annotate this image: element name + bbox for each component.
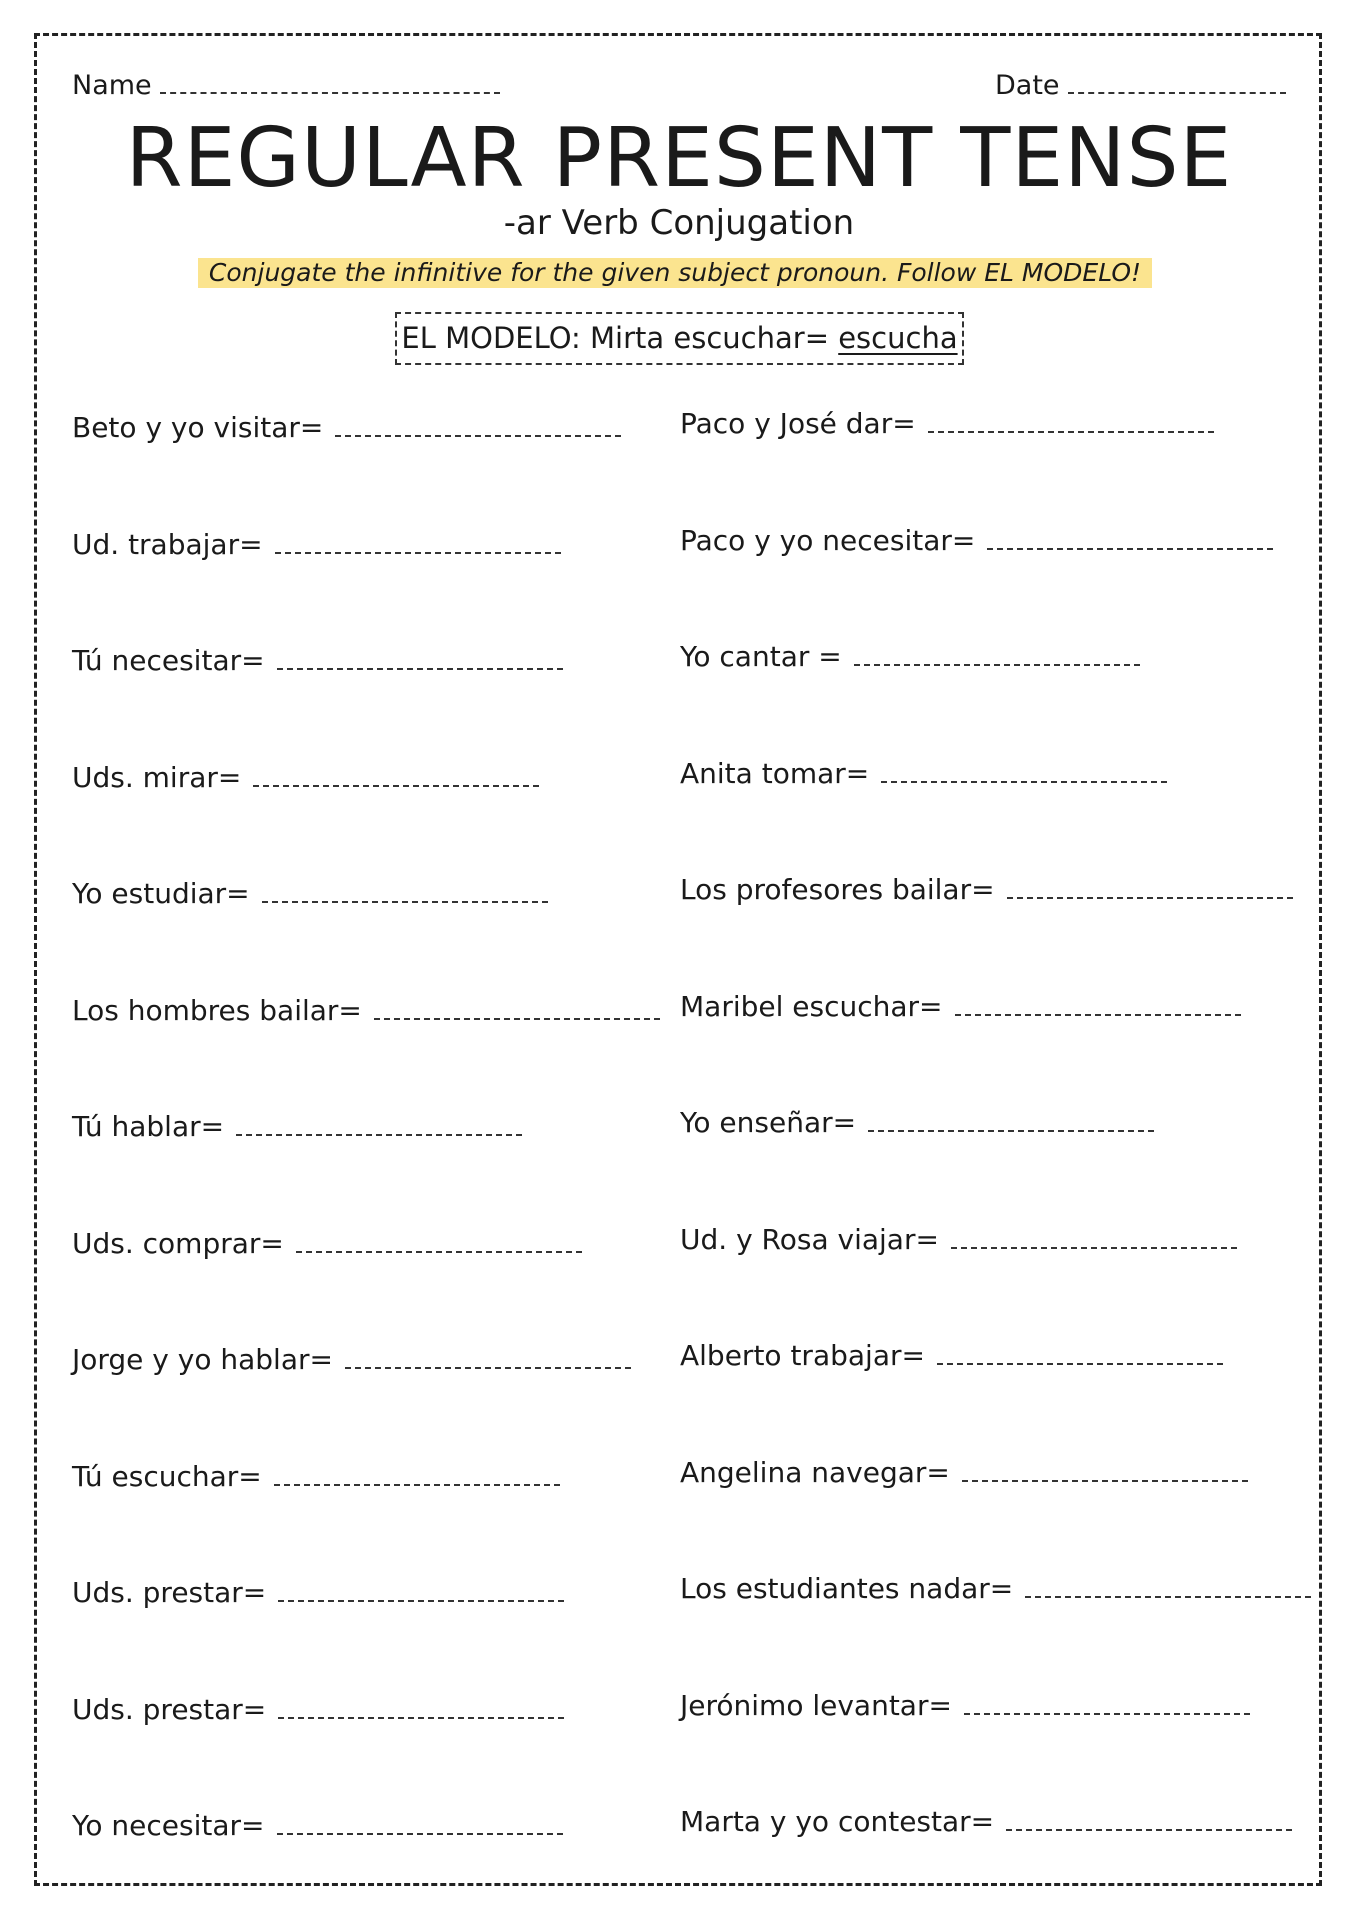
answer-blank[interactable] [374, 1014, 660, 1020]
exercise-prompt: Angelina navegar= [680, 1456, 950, 1489]
answer-blank[interactable] [278, 1713, 564, 1719]
left-exercise-5 [72, 877, 548, 910]
exercise-prompt: Uds. comprar= [72, 1227, 284, 1260]
exercise-prompt: Yo enseñar= [680, 1106, 857, 1139]
answer-blank[interactable] [296, 1247, 582, 1253]
right-exercise-3 [680, 640, 1140, 673]
worksheet-title: REGULAR PRESENT TENSE [125, 111, 1233, 206]
right-exercise-2 [680, 524, 1273, 557]
exercise-prompt: Uds. prestar= [72, 1693, 267, 1726]
name-line[interactable] [160, 70, 500, 94]
left-exercise-13 [72, 1809, 563, 1842]
exercise-prompt: Alberto trabajar= [680, 1339, 925, 1372]
answer-blank[interactable] [236, 1130, 522, 1136]
right-exercise-10 [680, 1456, 1248, 1489]
exercise-prompt: Yo cantar = [680, 640, 842, 673]
name-field[interactable] [72, 70, 500, 101]
left-exercise-3 [72, 644, 563, 677]
left-exercise-10 [72, 1460, 560, 1493]
answer-blank[interactable] [854, 660, 1140, 666]
exercise-prompt: Uds. mirar= [72, 761, 242, 794]
answer-blank[interactable] [868, 1126, 1154, 1132]
left-exercise-9 [72, 1343, 631, 1376]
answer-blank[interactable] [278, 1596, 564, 1602]
answer-blank[interactable] [1025, 1592, 1311, 1598]
exercise-prompt: Maribel escuchar= [680, 990, 943, 1023]
exercise-prompt: Tú hablar= [72, 1110, 225, 1143]
answer-blank[interactable] [275, 548, 561, 554]
answer-blank[interactable] [1006, 1825, 1292, 1831]
right-exercise-4 [680, 757, 1167, 790]
name-label: Name [72, 70, 152, 101]
right-exercise-9 [680, 1339, 1223, 1372]
answer-blank[interactable] [277, 1829, 563, 1835]
exercise-prompt: Tú escuchar= [72, 1460, 262, 1493]
answer-blank[interactable] [335, 431, 621, 437]
left-exercise-6 [72, 994, 660, 1027]
answer-blank[interactable] [962, 1476, 1248, 1482]
answer-blank[interactable] [881, 777, 1167, 783]
exercise-prompt: Paco y José dar= [680, 407, 916, 440]
left-exercise-2 [72, 528, 561, 561]
answer-blank[interactable] [1007, 893, 1293, 899]
model-prompt: EL MODELO: Mirta escuchar= [401, 321, 829, 355]
answer-blank[interactable] [253, 781, 539, 787]
exercise-prompt: Beto y yo visitar= [72, 411, 324, 444]
exercise-prompt: Los hombres bailar= [72, 994, 362, 1027]
left-exercise-4 [72, 761, 539, 794]
exercise-prompt: Los estudiantes nadar= [680, 1572, 1014, 1605]
exercise-prompt: Paco y yo necesitar= [680, 524, 976, 557]
left-exercise-7 [72, 1110, 522, 1143]
right-exercise-12 [680, 1689, 1250, 1722]
answer-blank[interactable] [951, 1243, 1237, 1249]
answer-blank[interactable] [277, 664, 563, 670]
left-exercise-1 [72, 411, 621, 444]
left-exercise-12 [72, 1693, 564, 1726]
right-exercise-1 [680, 407, 1214, 440]
model-answer: escucha [838, 321, 958, 355]
answer-blank[interactable] [955, 1010, 1241, 1016]
date-label: Date [995, 70, 1060, 101]
exercise-prompt: Yo necesitar= [72, 1809, 265, 1842]
right-exercise-13 [680, 1805, 1292, 1838]
right-exercise-11 [680, 1572, 1311, 1605]
right-exercise-6 [680, 990, 1241, 1023]
answer-blank[interactable] [345, 1363, 631, 1369]
right-exercise-7 [680, 1106, 1154, 1139]
exercise-prompt: Jerónimo levantar= [680, 1689, 952, 1722]
date-field[interactable] [995, 70, 1286, 101]
answer-blank[interactable] [964, 1709, 1250, 1715]
left-exercise-11 [72, 1576, 564, 1609]
date-line[interactable] [1068, 70, 1286, 94]
answer-blank[interactable] [262, 897, 548, 903]
left-exercise-8 [72, 1227, 582, 1260]
worksheet-subtitle: -ar Verb Conjugation [503, 203, 855, 243]
exercise-prompt: Tú necesitar= [72, 644, 265, 677]
answer-blank[interactable] [274, 1480, 560, 1486]
exercise-prompt: Los profesores bailar= [680, 873, 995, 906]
instructions-banner: Conjugate the infinitive for the given subject pronoun. Follow EL MODELO! [198, 258, 1152, 288]
answer-blank[interactable] [987, 544, 1273, 550]
answer-blank[interactable] [928, 427, 1214, 433]
exercise-prompt: Anita tomar= [680, 757, 870, 790]
exercise-prompt: Yo estudiar= [72, 877, 250, 910]
exercise-prompt: Uds. prestar= [72, 1576, 267, 1609]
answer-blank[interactable] [937, 1359, 1223, 1365]
right-exercise-5 [680, 873, 1293, 906]
exercise-prompt: Ud. trabajar= [72, 528, 263, 561]
right-exercise-8 [680, 1223, 1237, 1256]
model-example-box [395, 312, 964, 365]
exercise-prompt: Jorge y yo hablar= [72, 1343, 333, 1376]
exercise-prompt: Marta y yo contestar= [680, 1805, 995, 1838]
exercise-prompt: Ud. y Rosa viajar= [680, 1223, 939, 1256]
